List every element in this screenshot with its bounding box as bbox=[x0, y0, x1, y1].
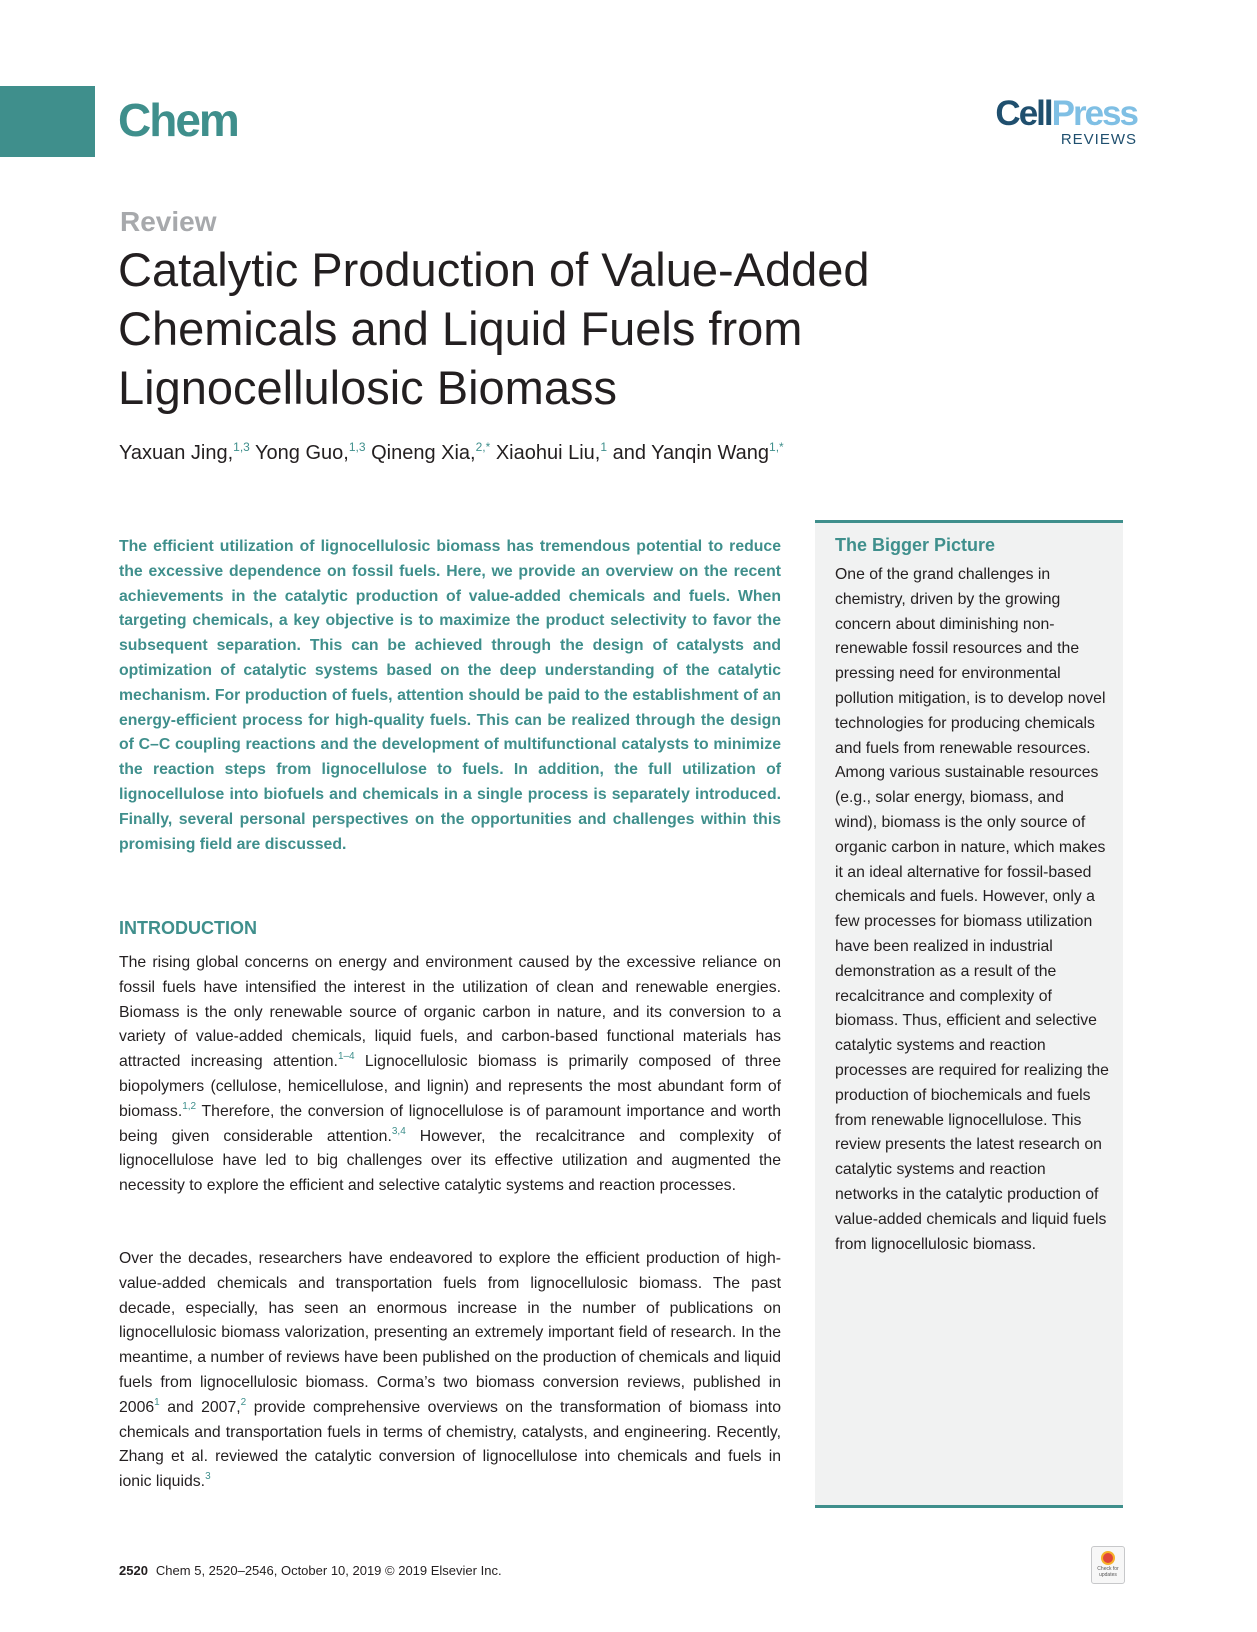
publisher-logo-cell: Cell bbox=[995, 94, 1052, 133]
text-run: The rising global concerns on energy and environment caused by the excessive reliance on fossil fuels have intensified the interest in the utilization of clean and renewable energies. Biomass is the only renewable source of organic carbon in nature, and its conversion to a variety of value-added chemicals, liquid fuels, and carbon-based functional materials has attracted increasing attention. bbox=[119, 954, 781, 1071]
text-run: Lignocellulosic biomass is primarily composed of three biopolymers (cellulose, hemicellulose, and lignin) and represents the most abundant form of biomass. bbox=[119, 1053, 781, 1120]
badge-label: Check for updates bbox=[1097, 1566, 1119, 1578]
page-footer bbox=[119, 1563, 502, 1578]
publisher-logo-sub: REVIEWS bbox=[1060, 131, 1137, 148]
text-run: Over the decades, researchers have endeavored to explore the efficient production of high-value-added chemicals and transportation fuels from lignocellulosic biomass. The past decade, especially, has seen an enormous increase in the number of publications on lignocellulosic biomass valorization, presenting an extremely important field of research. In the meantime, a number of reviews have been published on the production of chemicals and liquid fuels from lignocellulosic biomass. Corma’s two biomass conversion reviews, published in 2006 bbox=[119, 1250, 781, 1416]
citation-ref[interactable]: 1,2 bbox=[182, 1100, 197, 1112]
citation-line: Chem 5, 2520–2546, October 10, 2019 © 2019 Elsevier Inc. bbox=[155, 1563, 502, 1578]
author-affiliation[interactable]: 1,3 bbox=[348, 440, 366, 454]
intro-paragraph-2 bbox=[119, 1247, 781, 1495]
journal-color-block bbox=[0, 86, 95, 157]
article-title: Catalytic Production of Value-Added Chemicals and Liquid Fuels from Lignocellulosic Biomass bbox=[118, 243, 870, 414]
text-run: and 2007, bbox=[159, 1398, 241, 1416]
author-name: Yong Guo, bbox=[249, 442, 349, 464]
citation-ref[interactable]: 3 bbox=[205, 1471, 211, 1483]
author-name: and Yanqin Wang bbox=[607, 442, 770, 464]
page-number: 2520 bbox=[119, 1563, 148, 1578]
bigger-picture-box bbox=[815, 520, 1123, 1508]
citation-ref[interactable]: 3,4 bbox=[391, 1125, 406, 1137]
abstract: The efficient utilization of lignocellulosic biomass has tremendous potential to reduce the excessive dependence on fossil fuels. Here, we provide an overview on the recent achievements in the catalytic production of value-added chemicals and fuels. When targeting chemicals, a key objective is to maximize the product selectivity to favor the subsequent separation. This can be achieved through the design of catalysts and optimization of catalytic systems based on the deep understanding of the catalytic mechanism. For production of fuels, attention should be paid to the establishment of an energy-efficient process for high-quality fuels. This can be realized through the design of C–C coupling reactions and the development of multifunctional catalysts to minimize the reaction steps from lignocellulose to fuels. In addition, the full utilization of lignocellulose into biofuels and chemicals in a single process is separately introduced. Finally, several personal perspectives on the opportunities and challenges within this promising field are discussed. bbox=[119, 538, 781, 853]
intro-paragraph-1 bbox=[119, 951, 781, 1199]
text-run: Therefore, the conversion of lignocellulose is of paramount importance and worth being given considerable attention. bbox=[119, 1102, 781, 1145]
author-affiliation[interactable]: 1 bbox=[600, 440, 608, 454]
section-heading-introduction: INTRODUCTION bbox=[119, 918, 257, 938]
journal-logo: Chem bbox=[118, 94, 238, 146]
check-for-updates-badge[interactable] bbox=[1091, 1546, 1125, 1584]
author-name: Xiaohui Liu, bbox=[490, 442, 601, 464]
author-affiliation[interactable]: 1,* bbox=[769, 440, 784, 454]
publisher-logo-press: Press bbox=[1051, 94, 1137, 133]
bigger-picture-title: The Bigger Picture bbox=[835, 535, 996, 555]
bigger-picture-text: One of the grand challenges in chemistry, driven by the growing concern about diminishing non-renewable fossil resources and the pressing need for environmental pollution mitigation, is to develop novel technologies for producing chemicals and fuels from renewable resources. Among various sustainable resources (e.g., solar energy, biomass, and wind), biomass is the only source of organic carbon in nature, which makes it an ideal alternative for fossil-based chemicals and fuels. However, only a few processes for biomass utilization have been realized in industrial demonstration as a result of the recalcitrance and complexity of biomass. Thus, efficient and selective catalytic systems and reaction processes are required for realizing the production of biochemicals and fuels from renewable lignocellulose. This review presents the latest research on catalytic systems and reaction networks in the catalytic production of value-added chemicals and liquid fuels from lignocellulosic biomass. bbox=[835, 566, 1109, 1253]
author-list bbox=[119, 442, 784, 465]
author-affiliation[interactable]: 2,* bbox=[475, 440, 491, 454]
citation-ref[interactable]: 1–4 bbox=[337, 1051, 355, 1063]
author-affiliation[interactable]: 1,3 bbox=[233, 440, 250, 454]
update-check-icon bbox=[1101, 1551, 1115, 1565]
author-name: Qineng Xia, bbox=[365, 442, 476, 464]
text-run: However, the recalcitrance and complexity of lignocellulose have led to big challenges over its effective utilization and augmented the necessity to explore the efficient and selective catalytic systems and reaction processes. bbox=[119, 1127, 782, 1195]
author-name: Yaxuan Jing, bbox=[119, 442, 234, 464]
text-run: provide comprehensive overviews on the transformation of biomass into chemicals and transportation fuels in terms of chemistry, catalysts, and engineering. Recently, Zhang et al. reviewed the catalytic conversion of lignocellulose into chemicals and fuels in ionic liquids. bbox=[119, 1398, 781, 1491]
citation-ref[interactable]: 2 bbox=[240, 1396, 247, 1408]
publisher-logo bbox=[995, 95, 1137, 147]
article-type: Review bbox=[120, 206, 217, 237]
citation-ref[interactable]: 1 bbox=[154, 1396, 160, 1408]
